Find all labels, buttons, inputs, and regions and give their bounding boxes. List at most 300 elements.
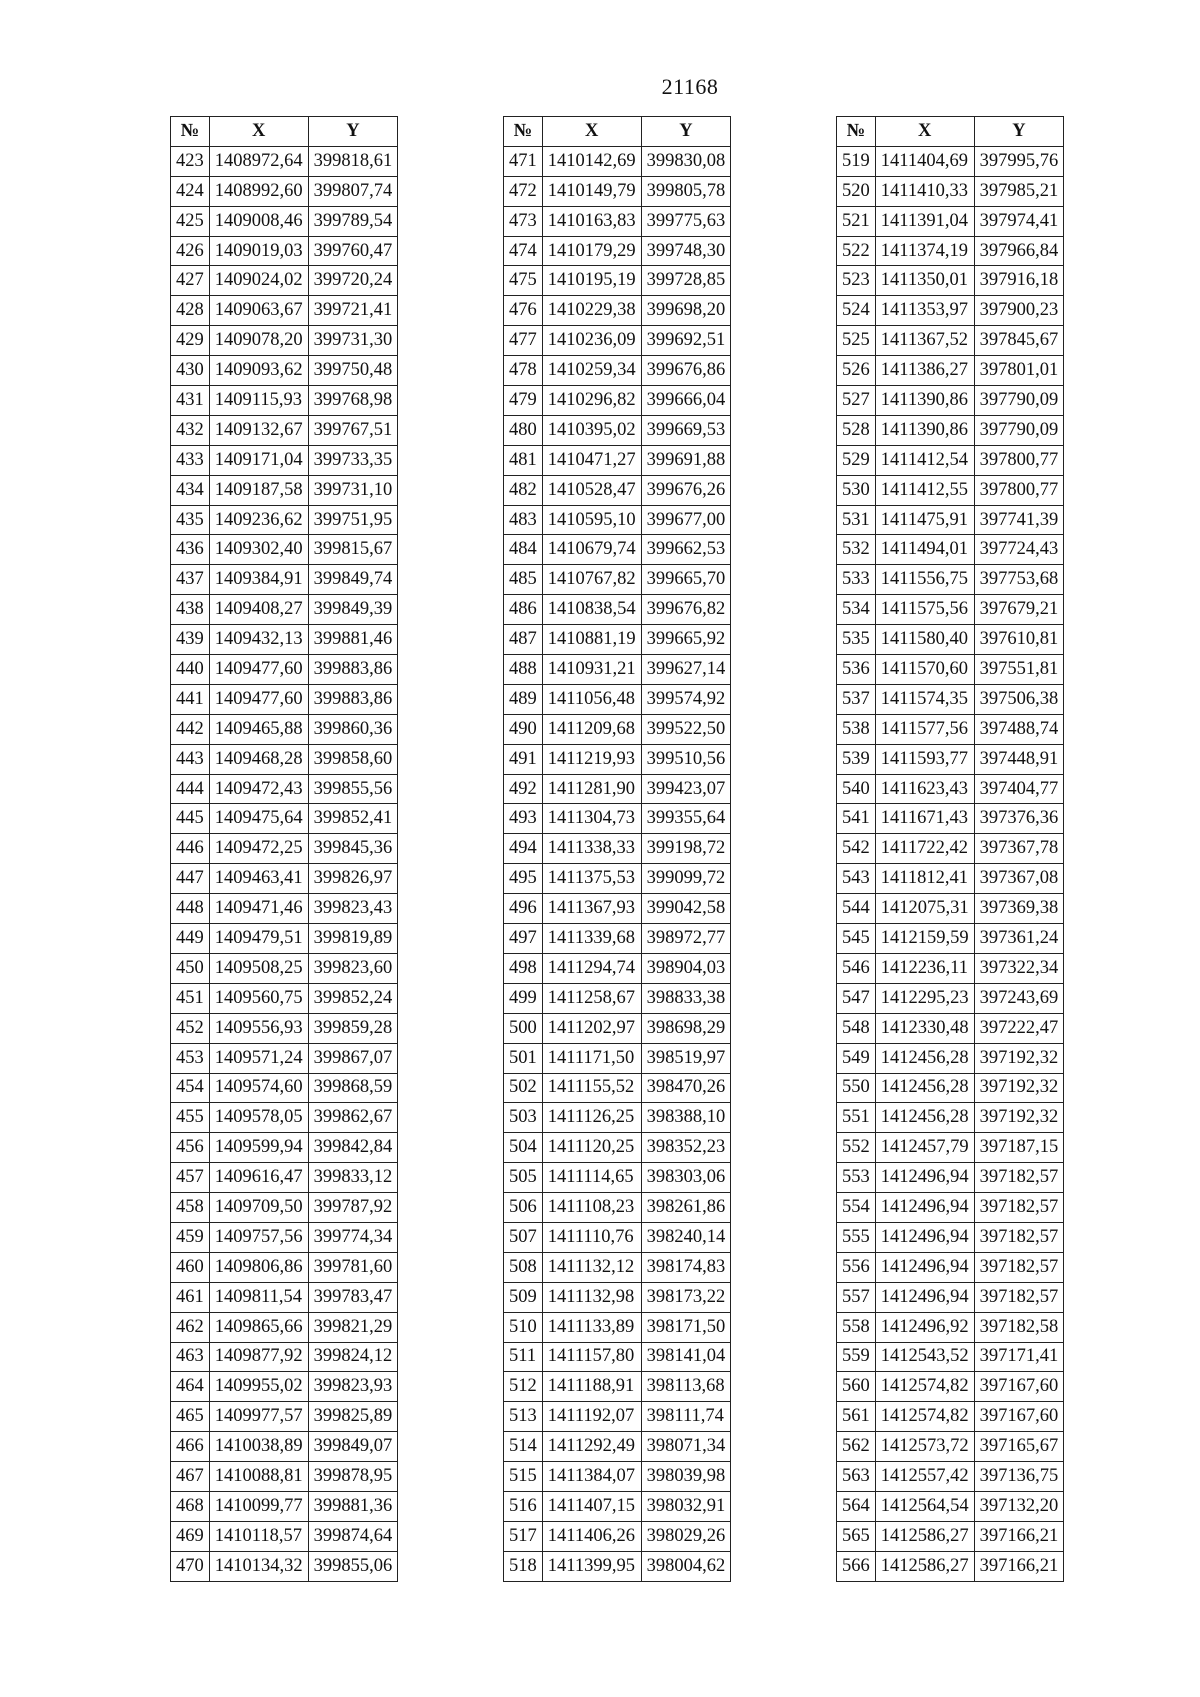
cell-x: 1411157,80 xyxy=(542,1342,641,1372)
cell-x: 1412496,94 xyxy=(875,1282,974,1312)
cell-y: 397167,60 xyxy=(974,1402,1064,1432)
cell-num: 454 xyxy=(171,1073,210,1103)
table-row xyxy=(504,804,731,834)
cell-num: 444 xyxy=(171,774,210,804)
cell-y: 398173,22 xyxy=(641,1282,731,1312)
cell-num: 463 xyxy=(171,1342,210,1372)
cell-y: 399849,74 xyxy=(308,565,398,595)
cell-num: 447 xyxy=(171,864,210,894)
table-row xyxy=(837,1372,1064,1402)
cell-y: 399728,85 xyxy=(641,266,731,296)
coordinate-table xyxy=(170,116,398,1582)
table-row xyxy=(837,1193,1064,1223)
cell-y: 399833,12 xyxy=(308,1163,398,1193)
cell-num: 480 xyxy=(504,415,543,445)
cell-y: 398113,68 xyxy=(641,1372,731,1402)
cell-y: 398352,23 xyxy=(641,1133,731,1163)
cell-num: 541 xyxy=(837,804,876,834)
cell-y: 399855,56 xyxy=(308,774,398,804)
cell-x: 1412330,48 xyxy=(875,1013,974,1043)
cell-y: 399868,59 xyxy=(308,1073,398,1103)
cell-y: 397448,91 xyxy=(974,744,1064,774)
cell-num: 499 xyxy=(504,983,543,1013)
table-body xyxy=(504,146,731,1581)
cell-y: 399774,34 xyxy=(308,1222,398,1252)
cell-x: 1411404,69 xyxy=(875,146,974,176)
cell-x: 1411577,56 xyxy=(875,714,974,744)
cell-y: 397966,84 xyxy=(974,236,1064,266)
cell-num: 507 xyxy=(504,1222,543,1252)
table-row xyxy=(171,1013,398,1043)
cell-x: 1409115,93 xyxy=(209,386,308,416)
cell-x: 1409877,92 xyxy=(209,1342,308,1372)
cell-num: 566 xyxy=(837,1551,876,1581)
cell-y: 398029,26 xyxy=(641,1521,731,1551)
cell-y: 398039,98 xyxy=(641,1462,731,1492)
cell-y: 399883,86 xyxy=(308,655,398,685)
cell-x: 1410395,02 xyxy=(542,415,641,445)
cell-x: 1412456,28 xyxy=(875,1103,974,1133)
cell-y: 397192,32 xyxy=(974,1073,1064,1103)
cell-num: 448 xyxy=(171,894,210,924)
table-row xyxy=(837,1103,1064,1133)
cell-x: 1411202,97 xyxy=(542,1013,641,1043)
table-row xyxy=(504,1402,731,1432)
cell-y: 399676,26 xyxy=(641,475,731,505)
cell-y: 397753,68 xyxy=(974,565,1064,595)
cell-num: 532 xyxy=(837,535,876,565)
cell-x: 1412496,92 xyxy=(875,1312,974,1342)
table-row xyxy=(837,1551,1064,1581)
cell-x: 1411399,95 xyxy=(542,1551,641,1581)
cell-x: 1410595,10 xyxy=(542,505,641,535)
cell-num: 437 xyxy=(171,565,210,595)
cell-y: 397192,32 xyxy=(974,1103,1064,1133)
table-row xyxy=(504,565,731,595)
cell-x: 1409465,88 xyxy=(209,714,308,744)
cell-num: 518 xyxy=(504,1551,543,1581)
cell-y: 397136,75 xyxy=(974,1462,1064,1492)
cell-num: 564 xyxy=(837,1491,876,1521)
cell-y: 397916,18 xyxy=(974,266,1064,296)
cell-x: 1410236,09 xyxy=(542,326,641,356)
cell-num: 467 xyxy=(171,1462,210,1492)
table-row xyxy=(504,744,731,774)
cell-x: 1411494,01 xyxy=(875,535,974,565)
cell-x: 1411412,55 xyxy=(875,475,974,505)
cell-x: 1410099,77 xyxy=(209,1491,308,1521)
cell-num: 523 xyxy=(837,266,876,296)
cell-y: 399748,30 xyxy=(641,236,731,266)
cell-num: 479 xyxy=(504,386,543,416)
cell-x: 1411570,60 xyxy=(875,655,974,685)
cell-y: 398303,06 xyxy=(641,1163,731,1193)
cell-x: 1410038,89 xyxy=(209,1432,308,1462)
cell-y: 399731,10 xyxy=(308,475,398,505)
cell-x: 1409024,02 xyxy=(209,266,308,296)
cell-y: 399720,24 xyxy=(308,266,398,296)
cell-y: 399807,74 xyxy=(308,176,398,206)
table-row xyxy=(837,1402,1064,1432)
cell-num: 438 xyxy=(171,595,210,625)
table-body xyxy=(171,146,398,1581)
table-row xyxy=(171,1193,398,1223)
cell-x: 1411812,41 xyxy=(875,864,974,894)
coordinate-table xyxy=(503,116,731,1582)
table-row xyxy=(504,1043,731,1073)
table-row xyxy=(504,894,731,924)
cell-x: 1411281,90 xyxy=(542,774,641,804)
cell-x: 1411386,27 xyxy=(875,356,974,386)
cell-y: 399826,97 xyxy=(308,864,398,894)
cell-num: 428 xyxy=(171,296,210,326)
cell-y: 399862,67 xyxy=(308,1103,398,1133)
cell-y: 399042,58 xyxy=(641,894,731,924)
cell-x: 1409472,25 xyxy=(209,834,308,864)
cell-num: 544 xyxy=(837,894,876,924)
table-row xyxy=(837,1133,1064,1163)
cell-x: 1410179,29 xyxy=(542,236,641,266)
cell-y: 399733,35 xyxy=(308,445,398,475)
table-row xyxy=(171,505,398,535)
cell-x: 1412457,79 xyxy=(875,1133,974,1163)
cell-x: 1409236,62 xyxy=(209,505,308,535)
table-row xyxy=(171,625,398,655)
cell-y: 397182,57 xyxy=(974,1222,1064,1252)
page-number: 21168 xyxy=(661,74,719,99)
cell-y: 398470,26 xyxy=(641,1073,731,1103)
cell-x: 1412543,52 xyxy=(875,1342,974,1372)
cell-num: 460 xyxy=(171,1252,210,1282)
cell-num: 560 xyxy=(837,1372,876,1402)
cell-num: 533 xyxy=(837,565,876,595)
cell-x: 1410229,38 xyxy=(542,296,641,326)
cell-y: 399849,39 xyxy=(308,595,398,625)
table-row xyxy=(837,1282,1064,1312)
cell-x: 1412557,42 xyxy=(875,1462,974,1492)
cell-num: 503 xyxy=(504,1103,543,1133)
table-row xyxy=(504,266,731,296)
table-row xyxy=(504,1133,731,1163)
cell-num: 452 xyxy=(171,1013,210,1043)
table-row xyxy=(504,1521,731,1551)
cell-num: 475 xyxy=(504,266,543,296)
cell-x: 1411407,15 xyxy=(542,1491,641,1521)
cell-num: 472 xyxy=(504,176,543,206)
cell-x: 1409078,20 xyxy=(209,326,308,356)
cell-x: 1409132,67 xyxy=(209,415,308,445)
table-row xyxy=(837,1073,1064,1103)
cell-y: 399858,60 xyxy=(308,744,398,774)
cell-x: 1409865,66 xyxy=(209,1312,308,1342)
cell-x: 1411132,98 xyxy=(542,1282,641,1312)
cell-num: 433 xyxy=(171,445,210,475)
cell-x: 1410088,81 xyxy=(209,1462,308,1492)
table-row xyxy=(837,1252,1064,1282)
table-row xyxy=(171,864,398,894)
cell-y: 398698,29 xyxy=(641,1013,731,1043)
cell-y: 397741,39 xyxy=(974,505,1064,535)
cell-num: 471 xyxy=(504,146,543,176)
cell-y: 398004,62 xyxy=(641,1551,731,1581)
table-row xyxy=(837,1222,1064,1252)
table-row xyxy=(504,535,731,565)
cell-y: 397166,21 xyxy=(974,1551,1064,1581)
cell-y: 399750,48 xyxy=(308,356,398,386)
cell-num: 556 xyxy=(837,1252,876,1282)
table-row xyxy=(504,1282,731,1312)
cell-x: 1411192,07 xyxy=(542,1402,641,1432)
cell-num: 470 xyxy=(171,1551,210,1581)
table-row xyxy=(171,1462,398,1492)
table-row xyxy=(837,714,1064,744)
cell-x: 1409599,94 xyxy=(209,1133,308,1163)
table-row xyxy=(837,1342,1064,1372)
cell-x: 1411556,75 xyxy=(875,565,974,595)
cell-y: 399823,60 xyxy=(308,953,398,983)
cell-num: 468 xyxy=(171,1491,210,1521)
table-row xyxy=(504,595,731,625)
table-row xyxy=(837,565,1064,595)
cell-y: 397800,77 xyxy=(974,475,1064,505)
cell-y: 399852,41 xyxy=(308,804,398,834)
cell-y: 399731,30 xyxy=(308,326,398,356)
table-row xyxy=(837,326,1064,356)
cell-y: 398171,50 xyxy=(641,1312,731,1342)
cell-y: 399691,88 xyxy=(641,445,731,475)
cell-y: 398833,38 xyxy=(641,983,731,1013)
cell-x: 1409977,57 xyxy=(209,1402,308,1432)
cell-y: 399825,89 xyxy=(308,1402,398,1432)
cell-y: 399815,67 xyxy=(308,535,398,565)
cell-x: 1411188,91 xyxy=(542,1372,641,1402)
cell-num: 548 xyxy=(837,1013,876,1043)
cell-x: 1411338,33 xyxy=(542,834,641,864)
table-row xyxy=(171,1491,398,1521)
cell-x: 1411108,23 xyxy=(542,1193,641,1223)
table-row xyxy=(837,684,1064,714)
cell-x: 1410163,83 xyxy=(542,206,641,236)
table-row xyxy=(837,1491,1064,1521)
cell-x: 1412574,82 xyxy=(875,1372,974,1402)
table-row xyxy=(171,176,398,206)
table-row xyxy=(171,296,398,326)
cell-num: 513 xyxy=(504,1402,543,1432)
table-row xyxy=(504,655,731,685)
table-row xyxy=(504,1013,731,1043)
cell-x: 1411304,73 xyxy=(542,804,641,834)
cell-x: 1411155,52 xyxy=(542,1073,641,1103)
cell-num: 461 xyxy=(171,1282,210,1312)
cell-y: 397192,32 xyxy=(974,1043,1064,1073)
table-row xyxy=(504,1432,731,1462)
cell-y: 398032,91 xyxy=(641,1491,731,1521)
cell-y: 399783,47 xyxy=(308,1282,398,1312)
cell-num: 490 xyxy=(504,714,543,744)
table-row xyxy=(171,415,398,445)
cell-x: 1411390,86 xyxy=(875,415,974,445)
cell-x: 1411671,43 xyxy=(875,804,974,834)
cell-x: 1408972,64 xyxy=(209,146,308,176)
table-row xyxy=(837,266,1064,296)
cell-num: 521 xyxy=(837,206,876,236)
cell-y: 399775,63 xyxy=(641,206,731,236)
cell-x: 1411374,19 xyxy=(875,236,974,266)
cell-y: 397167,60 xyxy=(974,1372,1064,1402)
cell-y: 399855,06 xyxy=(308,1551,398,1581)
cell-x: 1409008,46 xyxy=(209,206,308,236)
cell-num: 423 xyxy=(171,146,210,176)
cell-x: 1410931,21 xyxy=(542,655,641,685)
table-row xyxy=(504,1342,731,1372)
cell-x: 1412236,11 xyxy=(875,953,974,983)
cell-num: 537 xyxy=(837,684,876,714)
cell-num: 442 xyxy=(171,714,210,744)
cell-num: 545 xyxy=(837,924,876,954)
cell-x: 1411056,48 xyxy=(542,684,641,714)
cell-y: 397551,81 xyxy=(974,655,1064,685)
cell-num: 474 xyxy=(504,236,543,266)
cell-num: 530 xyxy=(837,475,876,505)
table-row xyxy=(504,1312,731,1342)
table-row xyxy=(504,1372,731,1402)
cell-x: 1411475,91 xyxy=(875,505,974,535)
table-row xyxy=(171,146,398,176)
cell-num: 484 xyxy=(504,535,543,565)
cell-y: 399787,92 xyxy=(308,1193,398,1223)
table-row xyxy=(837,386,1064,416)
cell-num: 555 xyxy=(837,1222,876,1252)
cell-y: 398240,14 xyxy=(641,1222,731,1252)
cell-y: 399698,20 xyxy=(641,296,731,326)
table-row xyxy=(504,1222,731,1252)
table-row xyxy=(171,535,398,565)
table-row xyxy=(837,744,1064,774)
cell-num: 456 xyxy=(171,1133,210,1163)
cell-y: 397985,21 xyxy=(974,176,1064,206)
table-row xyxy=(837,146,1064,176)
table-row xyxy=(504,625,731,655)
cell-num: 515 xyxy=(504,1462,543,1492)
table-row xyxy=(504,714,731,744)
cell-num: 449 xyxy=(171,924,210,954)
cell-num: 483 xyxy=(504,505,543,535)
table-row xyxy=(837,475,1064,505)
cell-y: 399662,53 xyxy=(641,535,731,565)
table-header-row xyxy=(504,117,731,147)
cell-y: 397243,69 xyxy=(974,983,1064,1013)
cell-y: 397790,09 xyxy=(974,386,1064,416)
cell-y: 399789,54 xyxy=(308,206,398,236)
cell-y: 397182,57 xyxy=(974,1163,1064,1193)
cell-num: 476 xyxy=(504,296,543,326)
cell-y: 397404,77 xyxy=(974,774,1064,804)
cell-num: 440 xyxy=(171,655,210,685)
cell-num: 424 xyxy=(171,176,210,206)
cell-x: 1412564,54 xyxy=(875,1491,974,1521)
cell-y: 399781,60 xyxy=(308,1252,398,1282)
cell-x: 1409472,43 xyxy=(209,774,308,804)
table-row xyxy=(171,236,398,266)
cell-num: 455 xyxy=(171,1103,210,1133)
table-row xyxy=(504,684,731,714)
cell-y: 398261,86 xyxy=(641,1193,731,1223)
table-row xyxy=(504,1073,731,1103)
cell-y: 397790,09 xyxy=(974,415,1064,445)
table-row xyxy=(171,595,398,625)
cell-num: 464 xyxy=(171,1372,210,1402)
cell-x: 1411292,49 xyxy=(542,1432,641,1462)
cell-num: 443 xyxy=(171,744,210,774)
cell-y: 399522,50 xyxy=(641,714,731,744)
cell-y: 397182,57 xyxy=(974,1252,1064,1282)
cell-x: 1409171,04 xyxy=(209,445,308,475)
cell-num: 512 xyxy=(504,1372,543,1402)
table-row xyxy=(171,655,398,685)
table-row xyxy=(171,924,398,954)
header-x: X xyxy=(875,117,974,147)
cell-y: 399819,89 xyxy=(308,924,398,954)
table-row xyxy=(504,834,731,864)
cell-num: 563 xyxy=(837,1462,876,1492)
table-row xyxy=(504,1462,731,1492)
cell-num: 539 xyxy=(837,744,876,774)
cell-num: 522 xyxy=(837,236,876,266)
cell-num: 502 xyxy=(504,1073,543,1103)
cell-num: 482 xyxy=(504,475,543,505)
cell-num: 496 xyxy=(504,894,543,924)
cell-y: 397801,01 xyxy=(974,356,1064,386)
table-row xyxy=(504,445,731,475)
cell-x: 1410838,54 xyxy=(542,595,641,625)
header-x: X xyxy=(209,117,308,147)
table-row xyxy=(837,864,1064,894)
table-row xyxy=(171,326,398,356)
cell-num: 519 xyxy=(837,146,876,176)
cell-num: 431 xyxy=(171,386,210,416)
cell-y: 397610,81 xyxy=(974,625,1064,655)
cell-y: 399665,70 xyxy=(641,565,731,595)
cell-num: 481 xyxy=(504,445,543,475)
cell-y: 399099,72 xyxy=(641,864,731,894)
cell-x: 1411580,40 xyxy=(875,625,974,655)
table-row xyxy=(171,684,398,714)
cell-x: 1412496,94 xyxy=(875,1222,974,1252)
cell-y: 397182,57 xyxy=(974,1193,1064,1223)
table-row xyxy=(171,1402,398,1432)
cell-num: 485 xyxy=(504,565,543,595)
table-row xyxy=(171,266,398,296)
cell-num: 450 xyxy=(171,953,210,983)
cell-y: 399767,51 xyxy=(308,415,398,445)
cell-x: 1409475,64 xyxy=(209,804,308,834)
cell-y: 399824,12 xyxy=(308,1342,398,1372)
cell-num: 536 xyxy=(837,655,876,685)
cell-x: 1409556,93 xyxy=(209,1013,308,1043)
cell-num: 473 xyxy=(504,206,543,236)
table-row xyxy=(504,1252,731,1282)
cell-x: 1412586,27 xyxy=(875,1551,974,1581)
cell-y: 397900,23 xyxy=(974,296,1064,326)
table-row xyxy=(171,1312,398,1342)
cell-num: 542 xyxy=(837,834,876,864)
cell-y: 397679,21 xyxy=(974,595,1064,625)
table-row xyxy=(504,1193,731,1223)
cell-num: 432 xyxy=(171,415,210,445)
cell-num: 549 xyxy=(837,1043,876,1073)
cell-y: 399830,08 xyxy=(641,146,731,176)
cell-x: 1412456,28 xyxy=(875,1073,974,1103)
